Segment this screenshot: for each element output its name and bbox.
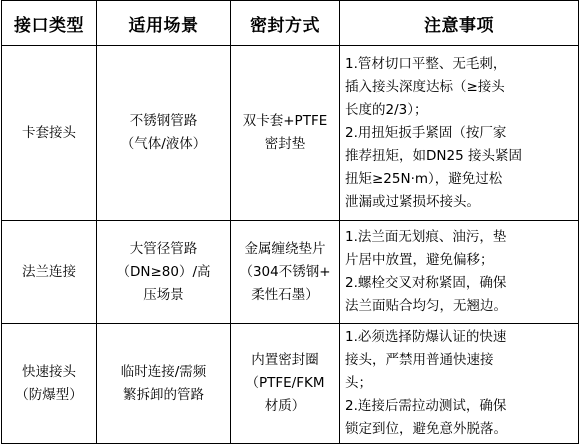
cell-line: 双卡套+PTFE (242, 113, 328, 129)
cell-scenario (97, 46, 231, 221)
cell-line: 柔性石墨） (251, 286, 319, 303)
header-row (2, 1, 579, 46)
cell-line: 锁定到位，避免意外脱落。 (345, 421, 507, 437)
cell-line: 推荐扭矩，如DN25 接头紧固 (345, 147, 522, 164)
cell-line: 材质） (264, 398, 306, 414)
connector-table (1, 0, 579, 444)
cell-seal (231, 46, 340, 221)
cell-scenario (97, 324, 231, 444)
cell-line: 不锈钢管路 (129, 113, 198, 129)
cell-line: （DN≥80）/高 (116, 263, 211, 280)
cell-line: 法兰面贴合均匀，无翘边。 (345, 298, 507, 314)
cell-type (2, 46, 97, 221)
cell-seal (231, 324, 340, 444)
cell-line: 法兰连接 (22, 263, 76, 280)
cell-line: 2.螺栓交叉对称紧固，确保 (345, 275, 507, 291)
cell-line: （304不锈钢+ (239, 263, 331, 280)
cell-line: 2.用扭矩扳手紧固（按厂家 (345, 124, 507, 141)
cell-line: 卡套接头 (22, 124, 76, 141)
cell-line: 1.必须选择防爆认证的快速 (345, 329, 507, 345)
cell-line: 内置密封圈 (251, 352, 319, 368)
cell-line: 插入接头深度达标（≥接头 (345, 78, 505, 95)
table-row (2, 221, 579, 324)
table-row (2, 324, 579, 444)
cell-line: 头； (345, 375, 372, 391)
cell-line: 片居中放置，避免偏移； (345, 252, 494, 268)
cell-notes (340, 221, 579, 324)
cell-line: 繁拆卸的管路 (123, 386, 204, 403)
header-seal: 密封方式 (231, 1, 340, 46)
cell-notes (340, 46, 579, 221)
cell-line: 扭矩≥25N·m），避免过松 (345, 170, 503, 187)
cell-line: 金属缠绕垫片 (244, 240, 326, 257)
cell-line: （气体/液体） (120, 136, 207, 152)
cell-line: 快速接头 (22, 363, 76, 380)
header-scenario: 适用场景 (97, 1, 231, 46)
cell-line: 泄漏或过紧损坏接头。 (345, 193, 480, 210)
cell-line: 密封垫 (264, 136, 306, 152)
cell-line: （PTFE/FKM (245, 375, 325, 391)
cell-type (2, 324, 97, 444)
header-type: 接口类型 (2, 1, 97, 46)
cell-notes (340, 324, 579, 444)
cell-seal (231, 221, 340, 324)
cell-scenario (97, 221, 231, 324)
cell-line: （防爆型） (15, 386, 83, 403)
cell-line: 大管径管路 (129, 240, 198, 257)
cell-line: 接头，严禁用普通快速接 (345, 352, 494, 368)
header-notes: 注意事项 (340, 1, 579, 46)
cell-line: 2.连接后需拉动测试，确保 (345, 398, 507, 414)
cell-line: 1.管材切口平整、无毛刺， (345, 55, 507, 72)
cell-line: 1.法兰面无划痕、油污，垫 (345, 229, 507, 245)
cell-type (2, 221, 97, 324)
cell-line: 压场景 (143, 286, 184, 303)
cell-line: 长度的2/3）； (345, 101, 428, 118)
cell-line: 临时连接/需频 (120, 363, 207, 380)
table-row (2, 46, 579, 221)
